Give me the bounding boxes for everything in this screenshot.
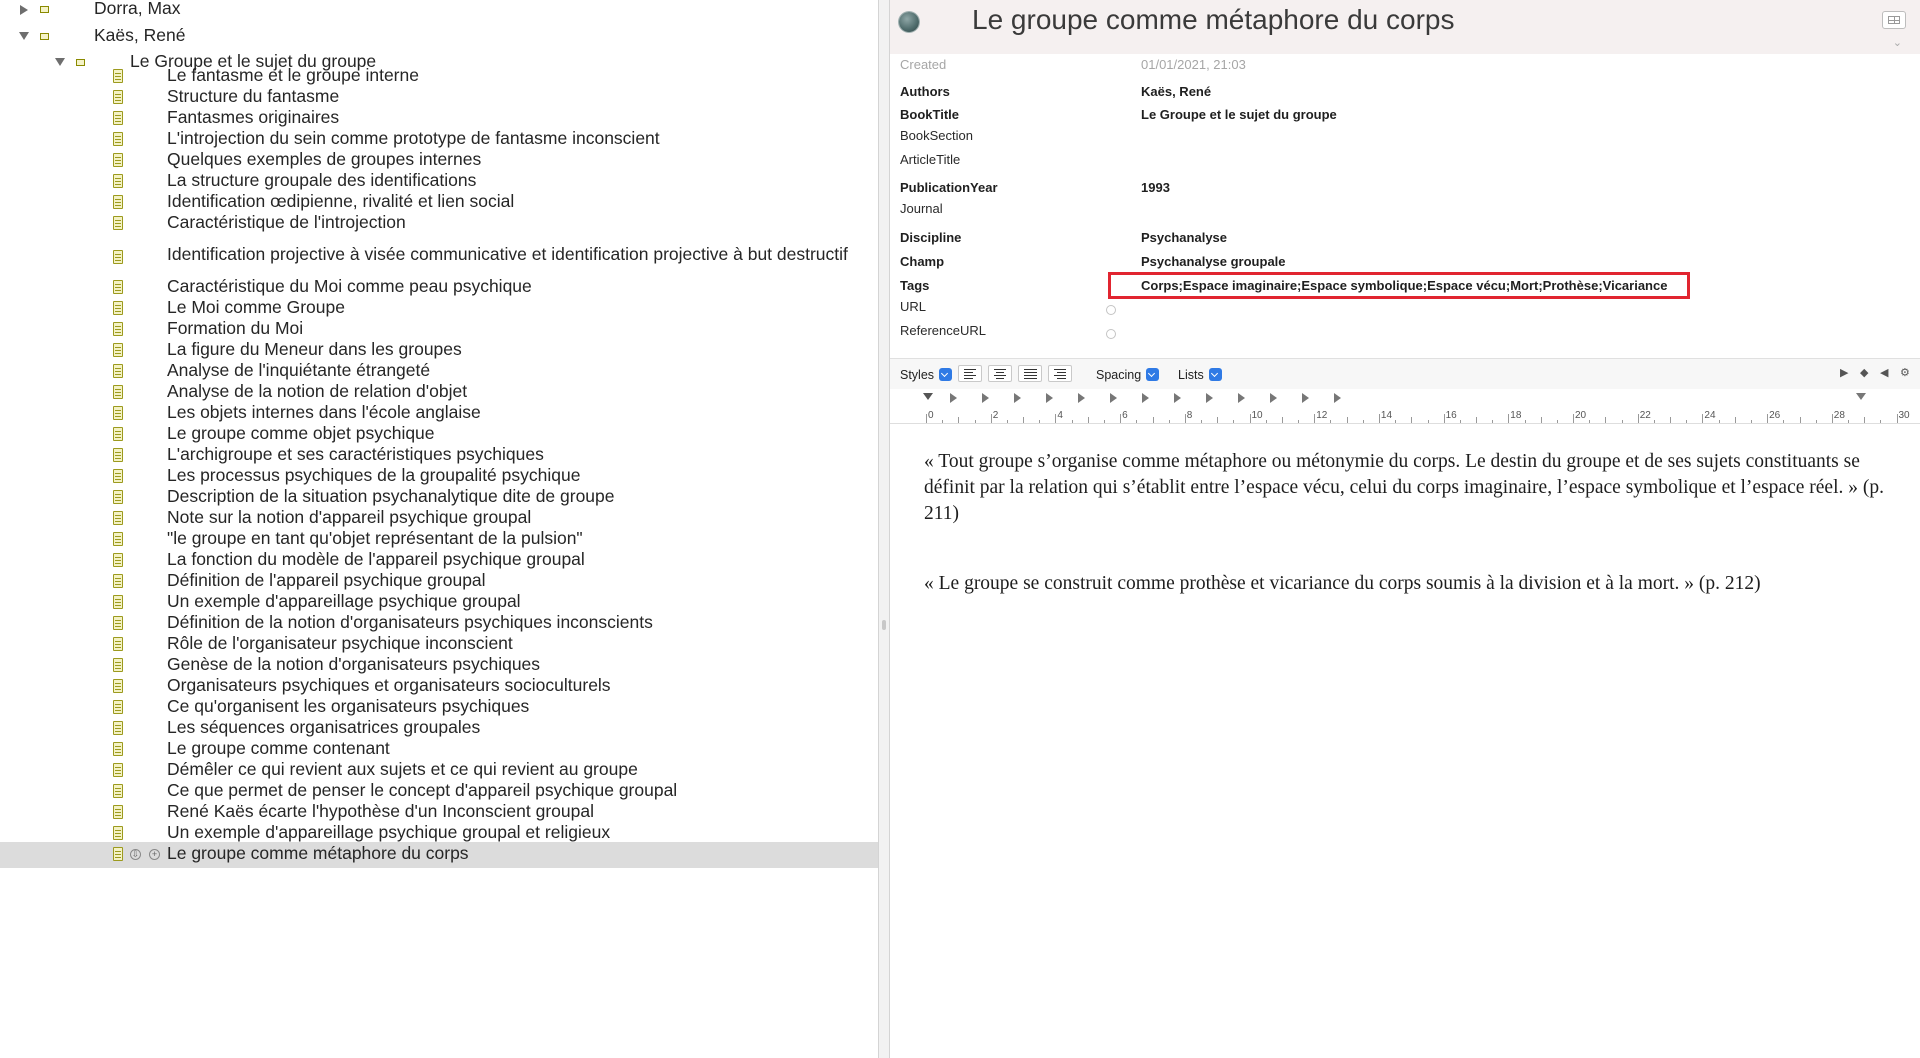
styles-label: Styles [900, 367, 935, 382]
ruler-tick [1573, 414, 1574, 423]
ruler-subtick [1136, 420, 1137, 423]
tab-stop-marker[interactable] [950, 393, 957, 403]
note-icon [113, 343, 123, 357]
ruler-subtick [942, 420, 943, 423]
ruler-number: 18 [1510, 410, 1522, 421]
ruler-tick [1250, 414, 1251, 423]
download-arrow-icon[interactable]: ⇩ [131, 849, 140, 859]
outline-row-parent[interactable] [0, 0, 878, 22]
attribute-name: Authors [900, 84, 950, 99]
note-icon [113, 280, 123, 294]
attribute-value[interactable]: Corps;Espace imaginaire;Espace symbolique;Espace vécu;Mort;Prothèse;Vicariance [1141, 278, 1668, 293]
outline-item-label[interactable]: Description de la situation psychanalytique dite de groupe [167, 486, 615, 506]
attribute-name: Discipline [900, 230, 962, 245]
outline-item[interactable] [0, 211, 878, 235]
ruler-subtick [1395, 420, 1396, 423]
attribute-name: BookTitle [900, 107, 959, 122]
outline-item-label[interactable]: Organisateurs psychiques et organisateurs socioculturels [167, 675, 611, 695]
note-icon [113, 69, 123, 83]
note-title-bar [890, 0, 1920, 55]
attribute-name: ArticleTitle [900, 152, 961, 167]
outline-item-label[interactable]: Formation du Moi [167, 318, 304, 338]
outline-item-label[interactable]: La figure du Meneur dans les groupes [167, 339, 462, 359]
note-icon [113, 250, 123, 264]
splitter-grip[interactable] [882, 620, 886, 630]
ruler-subtick [1735, 417, 1736, 423]
tab-stop-marker[interactable] [1302, 393, 1309, 403]
ruler-subtick [1783, 420, 1784, 423]
attribute-name: Created [900, 57, 947, 72]
globe-icon[interactable] [1106, 305, 1116, 315]
outline-item-label[interactable]: Le Moi comme Groupe [167, 297, 345, 317]
outline-item-label[interactable]: Le fantasme et le groupe interne [167, 65, 419, 85]
note-title[interactable]: Le groupe comme métaphore du corps [972, 4, 1455, 35]
outline-label[interactable]: Dorra, Max [94, 0, 181, 18]
note-icon [113, 216, 123, 230]
tab-stop-marker[interactable] [1110, 393, 1117, 403]
ruler-subtick [1233, 420, 1234, 423]
ruler-subtick [1347, 417, 1348, 423]
ruler-tick [991, 414, 992, 423]
ruler-subtick [1104, 420, 1105, 423]
outline-item-label[interactable]: Rôle de l'organisateur psychique inconscient [167, 633, 513, 653]
ruler-subtick [1023, 417, 1024, 423]
note-icon [113, 427, 123, 441]
attribute-value[interactable]: Psychanalyse groupale [1141, 254, 1286, 269]
note-icon [113, 406, 123, 420]
outline-item-label[interactable]: "le groupe en tant qu'objet représentant de la pulsion" [167, 528, 583, 548]
attribute-name: ReferenceURL [900, 323, 986, 338]
note-icon [113, 616, 123, 630]
ruler-tick [1444, 414, 1445, 423]
chevron-down-icon[interactable]: ⌄ [1892, 37, 1902, 49]
note-icon [113, 132, 123, 146]
note-icon [113, 364, 123, 378]
note-icon [113, 469, 123, 483]
outline-item-label[interactable]: Le groupe comme contenant [167, 738, 390, 758]
ruler-number: 12 [1316, 410, 1328, 421]
attribute-name: URL [900, 299, 927, 314]
note-icon [113, 322, 123, 336]
ruler-subtick [1476, 417, 1477, 423]
add-circle-icon[interactable]: + [149, 849, 160, 860]
ruler-subtick [958, 417, 959, 423]
note-icon [113, 826, 123, 840]
ruler-subtick [1298, 420, 1299, 423]
ruler-subtick [1751, 420, 1752, 423]
chevron-down-icon [1146, 368, 1159, 381]
outline-item-label[interactable]: Le groupe comme objet psychique [167, 423, 435, 443]
ruler-tick [1702, 414, 1703, 423]
ruler-number: 10 [1251, 410, 1263, 421]
note-icon [113, 679, 123, 693]
outline-item-label[interactable]: Un exemple d'appareillage psychique groupal [167, 591, 521, 611]
container-icon [40, 6, 49, 13]
ruler-number: 30 [1898, 410, 1910, 421]
outline-item-label[interactable]: Les séquences organisatrices groupales [167, 717, 481, 737]
note-icon [113, 805, 123, 819]
ruler-tick [1897, 414, 1898, 423]
ruler-number: 20 [1575, 410, 1587, 421]
outline-item-label[interactable]: Le groupe comme métaphore du corps [167, 843, 469, 863]
ruler-number: 22 [1639, 410, 1651, 421]
ruler-subtick [1864, 417, 1865, 423]
ruler-tick [1832, 414, 1833, 423]
attribute-value[interactable]: 01/01/2021, 21:03 [1141, 57, 1246, 72]
note-icon [113, 490, 123, 504]
outline-item-label[interactable]: Identification projective à visée communicative et identification projective à but destructif [167, 244, 848, 264]
ruler-number: 0 [928, 410, 934, 421]
attribute-name: Tags [900, 278, 930, 293]
outline-item-label[interactable]: Quelques exemples de groupes internes [167, 149, 482, 169]
tab-stop-marker[interactable] [982, 393, 989, 403]
ruler-subtick [1670, 417, 1671, 423]
text-ruler[interactable] [890, 389, 1920, 424]
ruler-subtick [1492, 420, 1493, 423]
ruler-tick [1379, 414, 1380, 423]
note-icon [113, 658, 123, 672]
ruler-subtick [1153, 417, 1154, 423]
outline-item-label[interactable]: La fonction du modèle de l'appareil psychique groupal [167, 549, 585, 569]
outline-item-label[interactable]: Analyse de l'inquiétante étrangeté [167, 360, 431, 380]
chevron-down-icon [939, 368, 952, 381]
ruler-subtick [1169, 420, 1170, 423]
note-icon [113, 195, 123, 209]
tab-stop-marker[interactable] [1334, 393, 1341, 403]
styles-dropdown[interactable] [900, 366, 952, 383]
align-left-button[interactable] [958, 365, 982, 382]
play-left-icon[interactable]: ◀ [1880, 367, 1889, 379]
ruler-subtick [1605, 417, 1606, 423]
align-right-button[interactable] [1048, 365, 1072, 382]
outline-label[interactable]: Kaës, René [94, 25, 186, 45]
ruler-subtick [975, 420, 976, 423]
attribute-name: Journal [900, 201, 943, 216]
tab-stop-marker[interactable] [1270, 393, 1277, 403]
key-attributes-table [890, 54, 1920, 352]
ruler-tick [1055, 414, 1056, 423]
ruler-tick [1508, 414, 1509, 423]
align-center-button[interactable] [988, 365, 1012, 382]
quote-paragraph[interactable]: « Le groupe se construit comme prothèse et vicariance du corps soumis à la division et à la mort. » (p. 212) [924, 573, 1761, 594]
pane-splitter[interactable] [878, 0, 890, 1058]
outline-item-label[interactable]: Définition de la notion d'organisateurs psychiques inconscients [167, 612, 653, 632]
ruler-subtick [1330, 420, 1331, 423]
tab-stop-marker[interactable] [1078, 393, 1085, 403]
note-icon [113, 574, 123, 588]
outline-item-label[interactable]: Caractéristique du Moi comme peau psychique [167, 276, 532, 296]
disclosure-expanded-icon[interactable] [19, 32, 29, 40]
note-icon [113, 721, 123, 735]
outline-item-label[interactable]: Ce qu'organisent les organisateurs psychiques [167, 696, 530, 716]
ruler-subtick [1088, 417, 1089, 423]
tab-stop-marker[interactable] [1206, 393, 1213, 403]
attribute-value[interactable]: Le Groupe et le sujet du groupe [1141, 107, 1337, 122]
ruler-subtick [1525, 420, 1526, 423]
ruler-tick [926, 414, 927, 423]
outline-item-label[interactable]: Structure du fantasme [167, 86, 340, 106]
note-icon [113, 595, 123, 609]
ruler-subtick [1589, 420, 1590, 423]
outline-item-label[interactable]: Fantasmes originaires [167, 107, 340, 127]
spacing-label: Spacing [1096, 367, 1142, 382]
outline-item-label[interactable]: Caractéristique de l'introjection [167, 212, 406, 232]
ruler-subtick [1072, 420, 1073, 423]
note-icon [113, 448, 123, 462]
ruler-subtick [1880, 420, 1881, 423]
play-right-icon[interactable]: ▶ [1840, 367, 1849, 379]
note-icon [113, 511, 123, 525]
note-icon [113, 553, 123, 567]
ruler-subtick [1363, 420, 1364, 423]
format-toolbar [890, 358, 1920, 389]
note-icon [113, 111, 123, 125]
right-margin-marker[interactable] [1856, 393, 1866, 400]
ruler-subtick [1201, 420, 1202, 423]
ruler-subtick [1039, 420, 1040, 423]
ruler-subtick [1686, 420, 1687, 423]
disclosure-collapsed-icon[interactable] [20, 5, 28, 15]
ruler-number: 6 [1122, 410, 1128, 421]
ruler-subtick [1266, 420, 1267, 423]
badge-circle-icon[interactable] [899, 12, 919, 32]
ruler-subtick [1848, 420, 1849, 423]
chevron-down-icon [1209, 368, 1222, 381]
note-icon [113, 385, 123, 399]
note-icon [113, 301, 123, 315]
attribute-name: Champ [900, 254, 945, 269]
ruler-number: 14 [1380, 410, 1393, 421]
note-icon [113, 174, 123, 188]
outline-item-label[interactable]: Note sur la notion d'appareil psychique groupal [167, 507, 532, 527]
ruler-subtick [1411, 417, 1412, 423]
outline-item[interactable] [0, 842, 878, 868]
tab-stop-marker[interactable] [1014, 393, 1021, 403]
table-view-icon[interactable] [1882, 11, 1906, 29]
note-icon [113, 153, 123, 167]
gear-icon[interactable]: ⚙ [1900, 367, 1910, 379]
ruler-subtick [1460, 420, 1461, 423]
outline-item-label[interactable]: Analyse de la notion de relation d'objet [167, 381, 468, 401]
note-icon [113, 742, 123, 756]
tab-stop-marker[interactable] [1238, 393, 1245, 403]
ruler-subtick [1622, 420, 1623, 423]
outline-item-label[interactable]: Identification œdipienne, rivalité et lien social [167, 191, 515, 211]
attribute-value[interactable]: Psychanalyse [1141, 230, 1228, 245]
ruler-subtick [1557, 420, 1558, 423]
ruler-number: 28 [1833, 410, 1845, 421]
note-icon [113, 784, 123, 798]
outline-item-label[interactable]: René Kaës écarte l'hypothèse d'un Inconscient groupal [167, 801, 594, 821]
outline-item-label[interactable]: Les processus psychiques de la groupalité psychique [167, 465, 581, 485]
note-icon [113, 763, 123, 777]
outline-item-label[interactable]: Les objets internes dans l'école anglaise [167, 402, 481, 422]
ruler-number: 24 [1704, 410, 1716, 421]
spacing-dropdown[interactable] [1096, 366, 1159, 383]
lists-label: Lists [1178, 367, 1204, 382]
attribute-value[interactable]: Kaës, René [1141, 84, 1212, 99]
note-pane [890, 0, 1920, 1058]
ruler-number: 4 [1057, 410, 1063, 421]
ruler-subtick [1816, 420, 1817, 423]
lists-dropdown[interactable] [1178, 366, 1222, 383]
ruler-subtick [1428, 420, 1429, 423]
diamond-icon[interactable]: ◆ [1860, 367, 1869, 379]
ruler-subtick [1654, 420, 1655, 423]
tab-stop-marker[interactable] [1046, 393, 1053, 403]
ruler-subtick [1541, 417, 1542, 423]
left-indent-marker[interactable] [923, 393, 933, 400]
ruler-subtick [1719, 420, 1720, 423]
align-justify-button[interactable] [1018, 365, 1042, 382]
attribute-value[interactable]: 1993 [1141, 180, 1170, 195]
ruler-number: 16 [1445, 410, 1457, 421]
note-icon [113, 700, 123, 714]
outline-item-label[interactable]: L'archigroupe et ses caractéristiques psychiques [167, 444, 544, 464]
outline-item-label[interactable]: Un exemple d'appareillage psychique groupal et religieux [167, 822, 611, 842]
ruler-subtick [1007, 420, 1008, 423]
outline-item-label[interactable]: Ce que permet de penser le concept d'appareil psychique groupal [167, 780, 678, 800]
ruler-tick [1120, 414, 1121, 423]
outline-item-label[interactable]: Genèse de la notion d'organisateurs psychiques [167, 654, 541, 674]
ruler-tick [1638, 414, 1639, 423]
ruler-number: 8 [1186, 410, 1193, 421]
tags-highlight-box [1108, 272, 1690, 299]
outline-item-label[interactable]: Définition de l'appareil psychique groupal [167, 570, 486, 590]
outline-item-label[interactable]: Démêler ce qui revient aux sujets et ce qui revient au groupe [167, 759, 638, 779]
quote-paragraph[interactable]: « Tout groupe s’organise comme métaphore ou métonymie du corps. Le destin du groupe et de ses sujets constituants se définit par la relation qui s’établit entre l’espace vécu, celui du corps imaginaire, l’espace symbolique et l’espace réel. » (p. 211) [924, 451, 1884, 524]
note-icon [113, 532, 123, 546]
note-text-editor[interactable] [890, 424, 1920, 1058]
tab-stop-marker[interactable] [1174, 393, 1181, 403]
globe-icon[interactable] [1106, 329, 1116, 339]
ruler-tick [1314, 414, 1315, 423]
ruler-subtick [1217, 417, 1218, 423]
note-icon [113, 90, 123, 104]
container-icon [40, 33, 49, 40]
ruler-subtick [1800, 417, 1801, 423]
outline-view[interactable] [0, 0, 878, 1058]
outline-label[interactable]: Le Groupe et le sujet du groupe [130, 51, 377, 71]
attribute-name: BookSection [900, 128, 973, 143]
ruler-subtick [1282, 417, 1283, 423]
tab-stop-marker[interactable] [1142, 393, 1149, 403]
ruler-number: 2 [992, 410, 999, 421]
note-icon [113, 637, 123, 651]
ruler-number: 26 [1769, 410, 1781, 421]
note-icon [113, 847, 123, 861]
outline-row-parent[interactable] [0, 24, 878, 48]
outline-item-label[interactable]: La structure groupale des identifications [167, 170, 477, 190]
ruler-tick [1767, 414, 1768, 423]
attribute-name: PublicationYear [900, 180, 998, 195]
ruler-tick [1185, 414, 1186, 423]
outline-item-label[interactable]: L'introjection du sein comme prototype de fantasme inconscient [167, 128, 660, 148]
